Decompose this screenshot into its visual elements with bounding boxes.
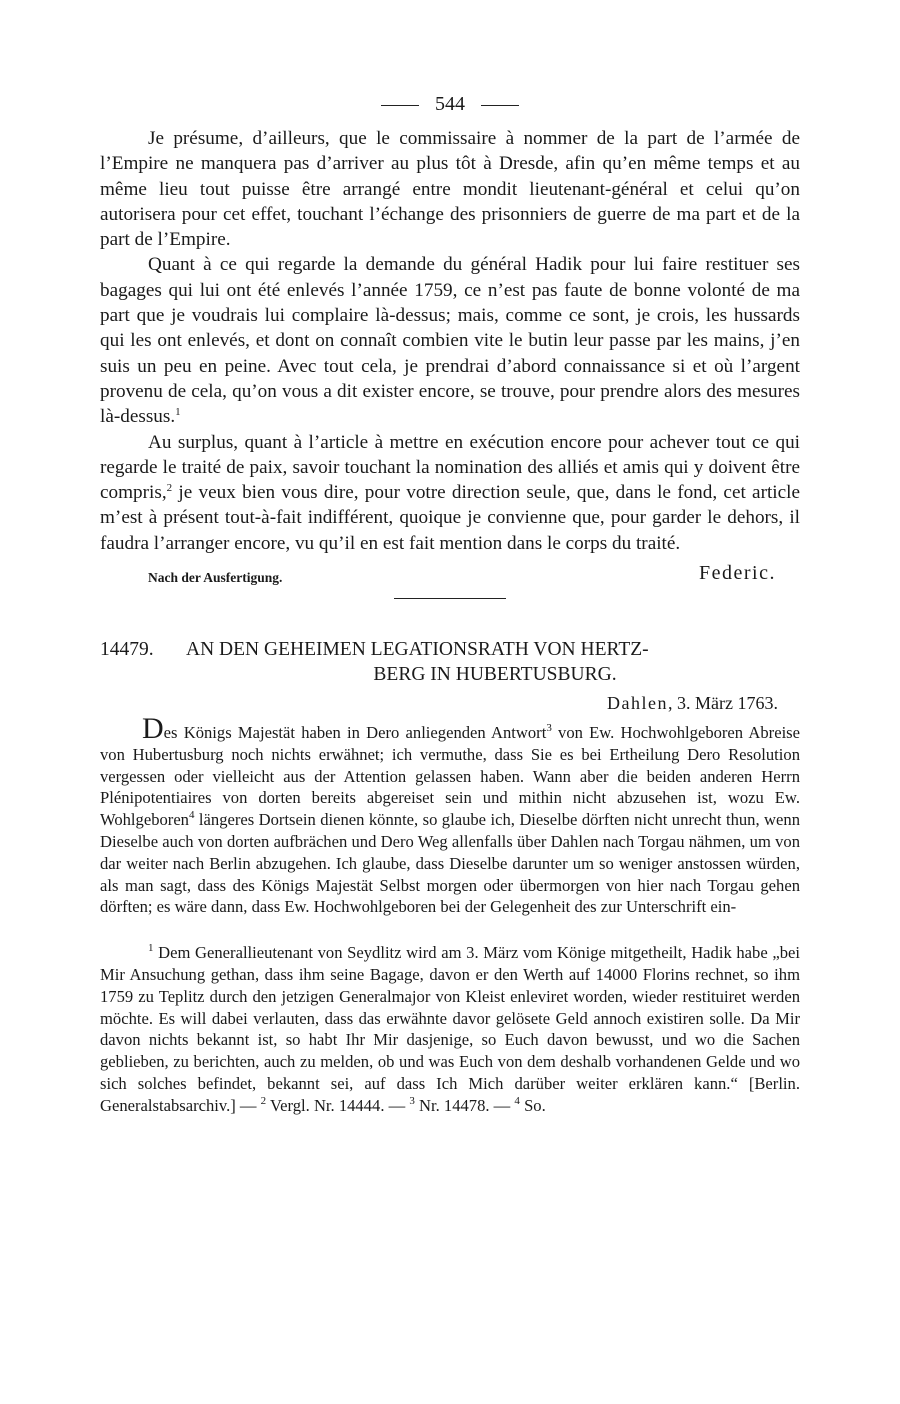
paragraph-2-text: Quant à ce qui regarde la demande du général Hadik pour lui faire restituer ses bagages qui lui ont été enlevés l’année 1759, ce n’est pas faute de bonne volonté de ma part que je voudrais lui complaire là-dessus; mais, comme ce sont, je crois, les hussards qui les ont enlevés, et dont on connaît combien vite le butin leur passe par les mains, j’en suis un peu en peine. Avec tout cela, je prendrai d’abord connaissance si et où l’argent provenu de cela, qu’on vous a dit exister encore, se trouve, pour prendre alors des mesures là-dessus. bbox=[100, 254, 800, 428]
footnote-4-text: So. bbox=[519, 1095, 546, 1115]
footnote-ref-1: 1 bbox=[175, 406, 181, 419]
header-dash-right bbox=[481, 105, 519, 106]
paragraph-3-text-b: je veux bien vous dire, pour votre direction seule, que, dans le fond, cet article m’est à présent tout-à-fait indifférent, quoique je convienne que, pour garder le dehors, il faudra l’arranger encore, vu qu’il en est fait mention dans le corps du traité. bbox=[100, 482, 800, 554]
letter-2-body bbox=[100, 712, 800, 918]
document-number: 14479. bbox=[100, 639, 154, 661]
book-page bbox=[100, 86, 800, 1117]
paragraph-2 bbox=[100, 252, 800, 429]
footnote-2-text: Vergl. Nr. 14444. — bbox=[266, 1095, 410, 1115]
paragraph-1: Je présume, d’ailleurs, que le commissaire à nommer de la part de l’armée de l’Empire ne manquera pas d’arriver au plus tôt à Dresde, afin qu’en même temps et au même lieu tout puisse être arrangé entre mondit lieutenant-général et celui qu’on autorisera pour cet effet, touchant l’échange des prisonniers de guerre de ma part et de la part de l’Empire. bbox=[100, 128, 800, 251]
letter-2-text-c: längeres Dortsein dienen könnte, so glaube ich, Dieselbe dörften nicht unrecht thun, wenn Dieselbe auch von dorten aufbrächen und Dero Weg allenfalls über Dahlen nach Torgau nähmen, um von dar weiter nach Berlin abzugehen. Ich glaube, dass Dieselbe darunter um so weniger anstossen würden, als man sagt, dass des Königs Majestät Selbst morgen oder übermorgen von hier nach Torgau gehen dörften; es wäre dann, dass Ew. Hochwohlgeboren bei der Gelegenheit des zur Unterschrift ein- bbox=[100, 810, 800, 917]
dateline-place: Dahlen bbox=[607, 693, 669, 714]
page-header bbox=[100, 86, 800, 122]
header-dash-left bbox=[381, 105, 419, 106]
letter-2-text-a: es Königs Majestät haben in Dero anliegenden Antwort bbox=[163, 723, 547, 743]
heading-line-1 bbox=[100, 637, 800, 662]
footnote-1-text: Dem Generallieutenant von Seydlitz wird am 3. März vom Könige mitgetheilt, Hadik habe „bei Mir Ansuchung gethan, dass ihm seine Bagage, davon er den Werth auf 14000 Florins rechnet, so ihm 1759 zu Teplitz durch den jetzigen Generalmajor von Kleist enleviret worden, wieder restituiret werden möchte. Es will dabei verlauten, dass das erwähnte davor gelösete Geld annoch existiren solle. Da Mir davon nichts bekannt ist, so habt Ihr Mir dasjenige, so Euch davon bewusst, und wo die Sachen geblieben, zu berichten, auch zu melden, ob und was Euch von dem deshalb vorhandenen Gelde und wo sich solches befindet, bekannt sei, auf dass Ich Mich darüber weiter erklären kann.“ [Berlin. Generalstabsarchiv.] — bbox=[100, 943, 800, 1115]
page-number: 544 bbox=[435, 93, 465, 115]
footnote-mark-2: 2 bbox=[260, 1094, 267, 1107]
document-heading bbox=[100, 637, 800, 687]
footnote-ref-4: 4 bbox=[188, 809, 195, 822]
dateline bbox=[100, 693, 800, 714]
footnote-ref-2: 2 bbox=[166, 482, 173, 495]
footnote-3-text: Nr. 14478. — bbox=[414, 1095, 515, 1115]
footnote-mark-1: 1 bbox=[148, 942, 154, 955]
signature: Federic. bbox=[699, 562, 776, 585]
section-divider bbox=[394, 598, 506, 599]
source-note: Nach der Ausfertigung. bbox=[148, 570, 283, 586]
footnote-block bbox=[100, 942, 800, 1116]
footnote-mark-3: 3 bbox=[409, 1094, 415, 1107]
dateline-date: , 3. März 1763. bbox=[668, 693, 778, 714]
heading-title-line-2: BERG IN HUBERTUSBURG. bbox=[373, 664, 617, 686]
letter-2-text-b: von Ew. Hochwohlgeboren Abreise von Hubertusburg noch nichts erwähnet; ich vermuthe, dass Sie es bei Ertheilung Dero Resolution vergessen oder vielleicht aus der Attention gelassen haben. Wann aber die beiden anderen Herrn Plénipotentiaires von dorten bereits abgereiset sein und mithin nicht abzusehen ist, wozu Ew. Wohlgeboren bbox=[100, 723, 800, 830]
footnote-ref-3: 3 bbox=[546, 722, 552, 735]
footnotes bbox=[100, 942, 800, 1116]
closing-row bbox=[100, 562, 800, 592]
paragraph-3-text-a: Au surplus, quant à l’article à mettre en exécution encore pour achever tout ce qui regarde le traité de paix, savoir touchant la nomination des alliés et amis qui y doivent être compris, bbox=[100, 431, 800, 504]
drop-initial: D bbox=[142, 712, 164, 746]
letter-body bbox=[100, 126, 800, 556]
paragraph-3 bbox=[100, 430, 800, 556]
footnote-mark-4: 4 bbox=[514, 1094, 520, 1107]
heading-title-line-1: AN DEN GEHEIMEN LEGATIONSRATH VON HERTZ- bbox=[186, 639, 649, 661]
